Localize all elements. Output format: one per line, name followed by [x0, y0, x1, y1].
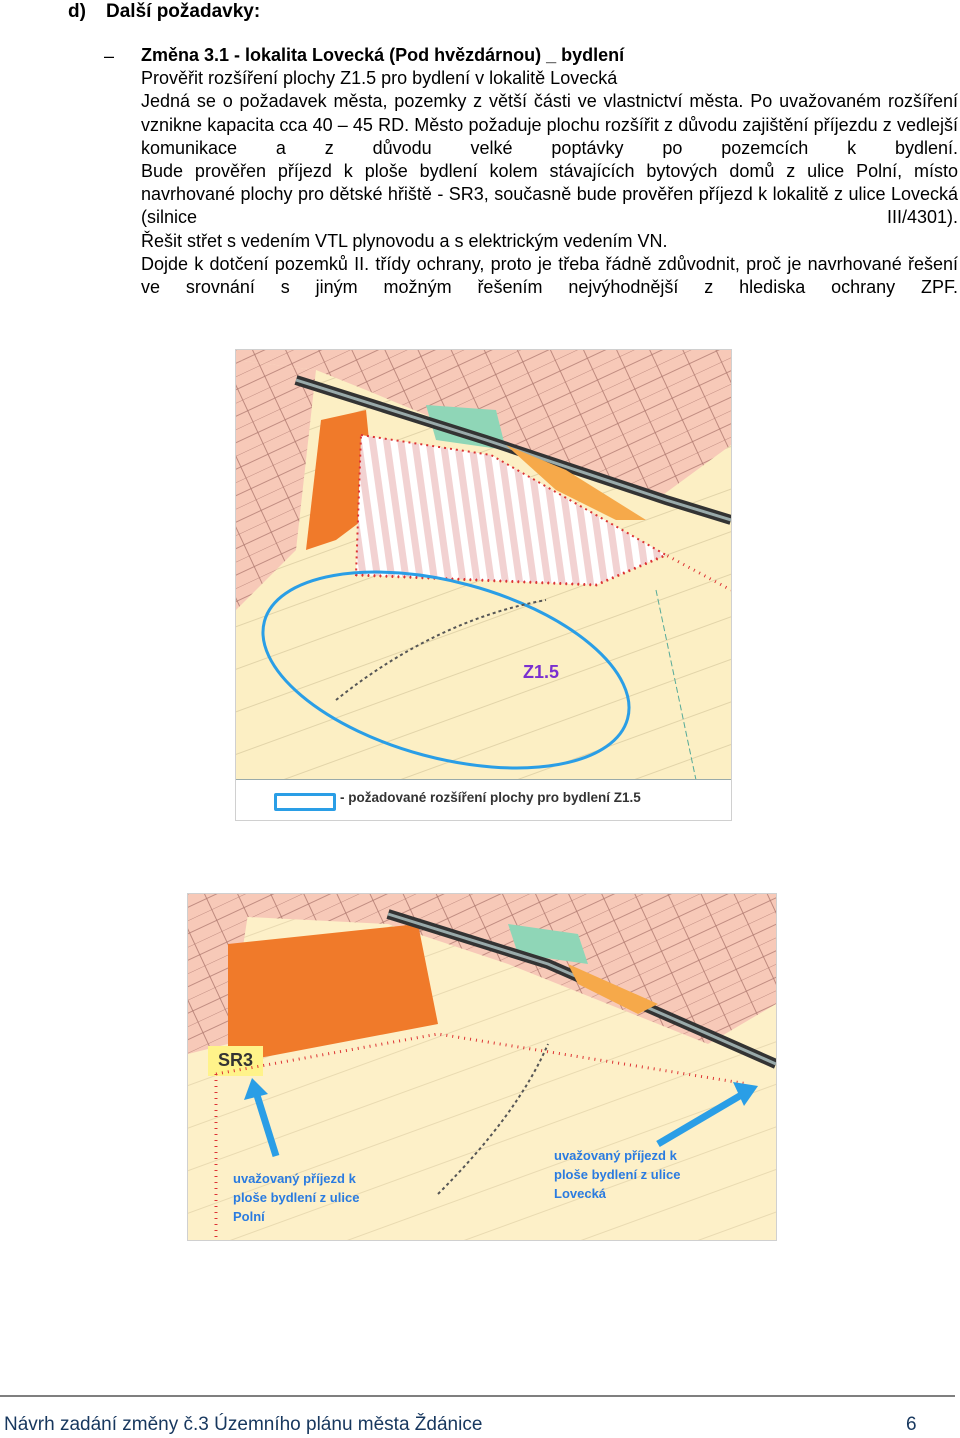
list-dash: –	[104, 46, 115, 66]
legend-swatch	[274, 793, 336, 811]
note-left-line: Polní	[233, 1209, 265, 1224]
note-left-line: ploše bydlení z ulice	[233, 1190, 360, 1205]
map-1-zone-label: Z1.5	[523, 662, 560, 682]
legend-text: - požadované rozšíření plochy pro bydlení Z1.5	[340, 790, 641, 805]
page-number: 6	[906, 1414, 917, 1435]
list-item-change-3-1	[141, 44, 958, 299]
footer-title: Návrh zadání změny č.3 Územního plánu města Ždánice	[4, 1414, 483, 1435]
item-paragraph-1: Jedná se o požadavek města, pozemky z větší části ve vlastnictví města. Po uvažovaném rozšíření vznikne kapacita cca 40 – 45 RD. Město požaduje plochu rozšířit z důvodu zajištění příjezdu z vedlejší komunikace a z důvodu velké poptávky po pozemcích k bydlení.	[141, 91, 958, 158]
note-right-line: uvažovaný příjezd k	[554, 1148, 677, 1163]
item-line-2: Řešit střet s vedením VTL plynovodu a s elektrickým vedením VN.	[141, 230, 668, 251]
item-line-1: Prověřit rozšíření plochy Z1.5 pro bydlení v lokalitě Lovecká	[141, 68, 618, 89]
note-right-line: ploše bydlení z ulice	[554, 1167, 681, 1182]
map-2-note-left	[233, 1169, 359, 1226]
map-figure-1	[235, 349, 732, 821]
map-1-graphic	[236, 350, 731, 780]
map-2-zone-label: SR3	[218, 1050, 254, 1070]
section-title: Další požadavky:	[106, 1, 261, 22]
map-figure-2	[187, 893, 777, 1241]
section-letter: d)	[68, 1, 86, 22]
item-title: Změna 3.1 - lokalita Lovecká (Pod hvězdárnou) _ bydlení	[141, 45, 625, 65]
note-left-line: uvažovaný příjezd k	[233, 1171, 356, 1186]
section-heading	[68, 0, 260, 24]
item-paragraph-3: Dojde k dotčení pozemků II. třídy ochrany, proto je třeba řádně zdůvodnit, proč je navrhované řešení ve srovnání s jiným možným řešením nejvýhodnější z hlediska ochrany ZPF.	[141, 253, 958, 298]
footer-divider	[0, 1395, 955, 1397]
map-2-note-right	[554, 1146, 680, 1203]
note-right-line: Lovecká	[554, 1186, 607, 1201]
map-1-legend	[236, 779, 731, 820]
item-paragraph-2: Bude prověřen příjezd k ploše bydlení kolem stávajících bytových domů z ulice Polní, místo navrhované plochy pro dětské hřiště - SR3, současně bude prověřen příjezd k lokalitě z ulice Lovecká (silnice III/4301).	[141, 161, 958, 228]
